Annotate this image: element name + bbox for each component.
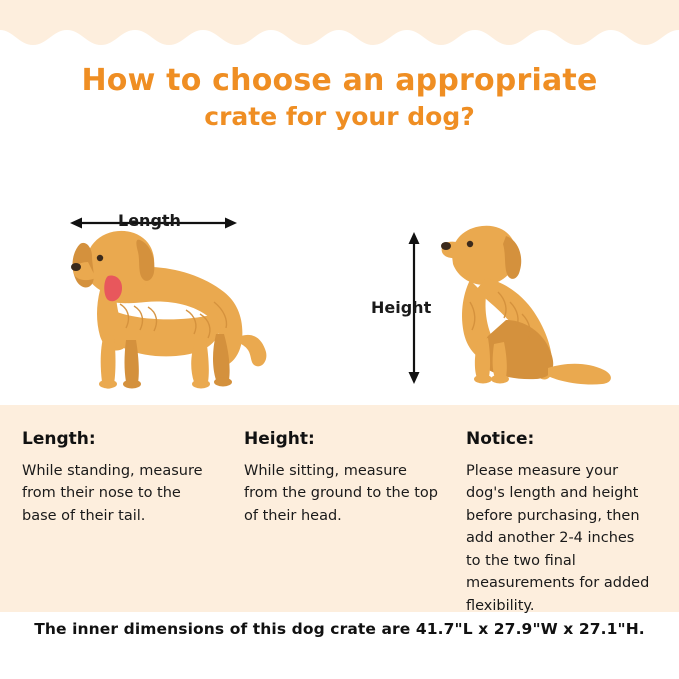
illustration-area [0, 170, 679, 405]
column-notice-heading: Notice: [466, 429, 535, 449]
footer [0, 620, 679, 638]
title-line-1: How to choose an appropriate [81, 63, 598, 98]
column-notice-body: Please measure your dog's length and height before purchasing, then add another 2-4 inches to the two final measurements for added flexibility. [466, 463, 650, 614]
column-length-body: While standing, measure from their nose to the base of their tail. [22, 463, 203, 524]
crate-dimensions-text: The inner dimensions of this dog crate are 41.7"L x 27.9"W x 27.1"H. [34, 620, 645, 638]
description-panel [0, 405, 679, 612]
height-arrow-label: Height [371, 298, 432, 317]
column-height-body: While sitting, measure from the ground to the top of their head. [244, 463, 439, 524]
title-line-2: crate for your dog? [204, 101, 475, 131]
description-columns [0, 429, 679, 617]
column-length [8, 429, 230, 617]
top-scallop-band [0, 0, 679, 58]
column-height-heading: Height: [244, 429, 315, 449]
column-notice [452, 429, 667, 617]
column-height [230, 429, 452, 617]
page-title [0, 62, 679, 133]
column-length-heading: Length: [22, 429, 96, 449]
length-arrow-label: Length [118, 211, 181, 230]
